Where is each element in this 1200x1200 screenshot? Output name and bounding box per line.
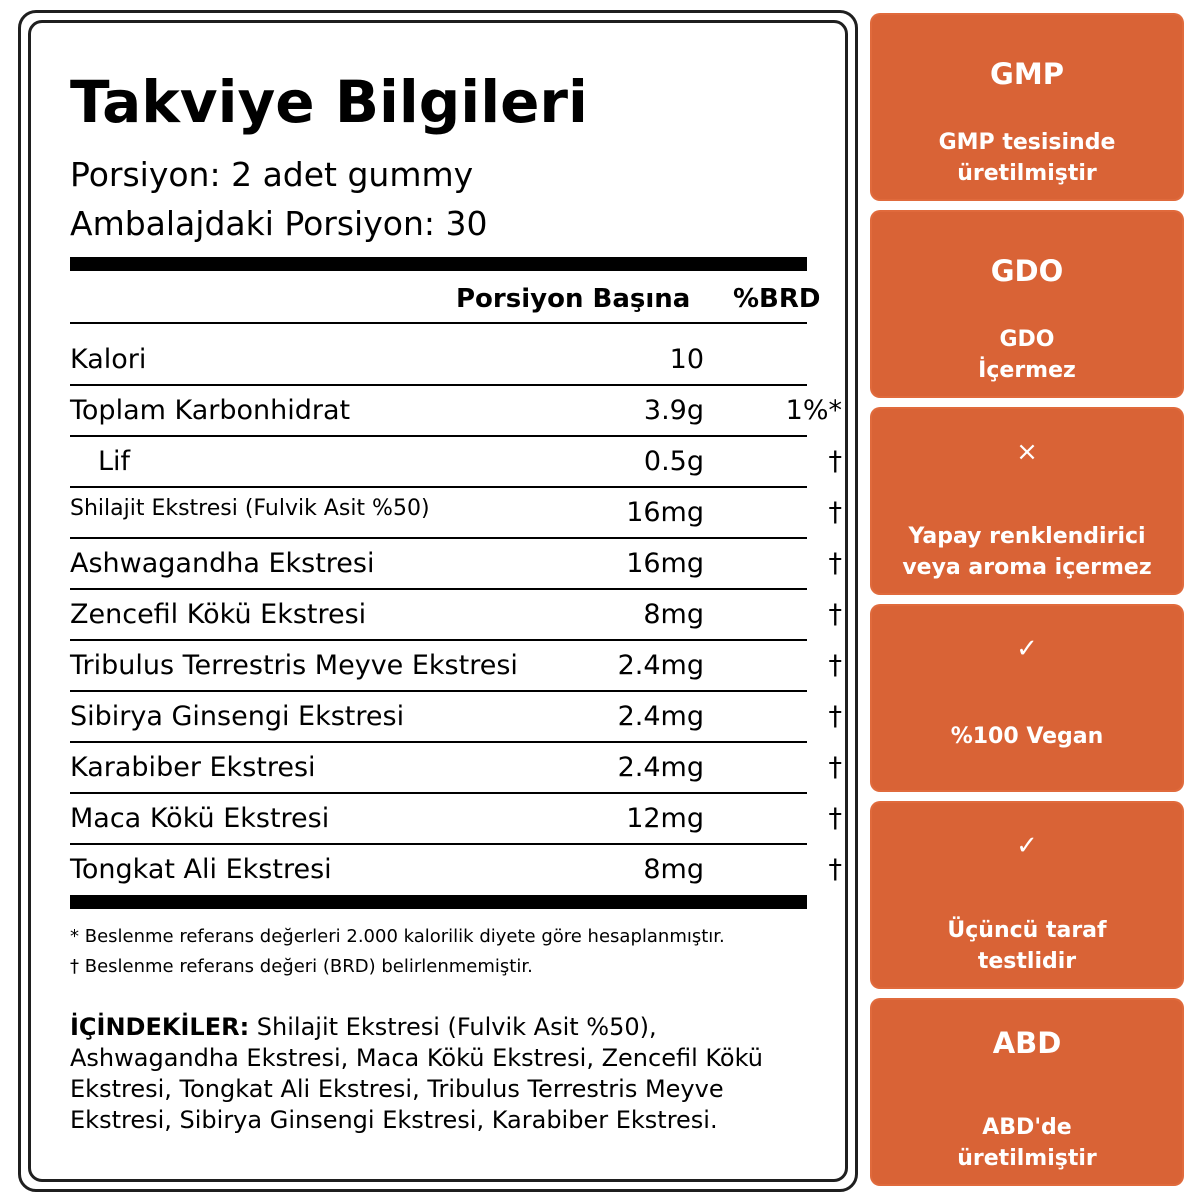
nutrient-name: Tongkat Ali Ekstresi — [70, 854, 332, 885]
table-row — [70, 793, 850, 844]
badge-text-line: %100 Vegan — [950, 724, 1104, 749]
nutrient-amount: 12mg — [626, 803, 704, 834]
nutrient-dv: † — [828, 650, 842, 681]
checkmark-icon: ✓ — [1016, 831, 1038, 861]
nutrient-amount: 0.5g — [643, 446, 704, 477]
thick-divider-bottom — [70, 895, 807, 909]
table-row — [70, 538, 850, 589]
nutrient-amount: 16mg — [626, 548, 704, 579]
badge-third-party-tested — [872, 803, 1182, 987]
nutrient-amount: 3.9g — [643, 395, 704, 426]
nutrient-dv: † — [828, 446, 842, 477]
table-row — [70, 487, 850, 538]
ingredients-block — [70, 1012, 810, 1136]
badge-gmp — [872, 15, 1182, 199]
checkmark-icon: ✓ — [1016, 634, 1038, 664]
badge-text — [882, 1112, 1172, 1174]
nutrient-dv: † — [828, 854, 842, 885]
servings-per-container: Ambalajdaki Porsiyon: 30 — [70, 204, 488, 243]
table-row — [70, 691, 850, 742]
table-row — [70, 334, 850, 385]
footnote-dv-basis: * Beslenme referans değerleri 2.000 kalorilik diyete göre hesaplanmıştır. — [70, 926, 725, 947]
badge-text-line: İçermez — [978, 358, 1076, 383]
badge-text-line: testlidir — [977, 949, 1077, 974]
column-header-amount: Porsiyon Başına — [456, 284, 691, 314]
badge-no-artificial — [872, 409, 1182, 593]
table-row — [70, 844, 850, 895]
badge-title: ABD — [992, 1026, 1062, 1060]
badge-text-line: ABD'de — [982, 1115, 1072, 1140]
badge-text-line: GDO — [999, 327, 1055, 352]
nutrient-name: Tribulus Terrestris Meyve Ekstresi — [70, 650, 518, 681]
facts-title: Takviye Bilgileri — [70, 68, 588, 136]
nutrient-name: Zencefil Kökü Ekstresi — [70, 599, 367, 630]
badge-text-line: üretilmiştir — [957, 1146, 1097, 1171]
nutrient-dv: † — [828, 599, 842, 630]
table-row — [70, 385, 850, 436]
nutrient-dv: † — [828, 803, 842, 834]
table-row — [70, 436, 850, 487]
nutrient-dv: † — [828, 497, 842, 528]
nutrient-name: Karabiber Ekstresi — [70, 752, 316, 783]
nutrient-name: Lif — [98, 446, 131, 477]
nutrient-name: Kalori — [70, 344, 147, 375]
nutrient-name: Sibirya Ginsengi Ekstresi — [70, 701, 405, 732]
nutrient-amount: 8mg — [643, 854, 704, 885]
column-header-dv: %BRD — [733, 284, 821, 314]
nutrient-name: Toplam Karbonhidrat — [70, 395, 351, 426]
badge-title: GDO — [990, 254, 1064, 288]
nutrient-amount: 2.4mg — [617, 752, 704, 783]
nutrient-amount: 2.4mg — [617, 650, 704, 681]
badge-text — [882, 521, 1172, 583]
footnote-no-dv: † Beslenme referans değeri (BRD) belirlenmemiştir. — [70, 956, 533, 977]
nutrient-name: Maca Kökü Ekstresi — [70, 803, 330, 834]
table-row — [70, 742, 850, 793]
table-row — [70, 640, 850, 691]
badge-text — [882, 127, 1172, 189]
nutrient-dv: † — [828, 752, 842, 783]
nutrient-amount: 2.4mg — [617, 701, 704, 732]
badge-text-line: Üçüncü taraf — [947, 918, 1107, 943]
nutrient-amount: 16mg — [626, 497, 704, 528]
badge-text-line: veya aroma içermez — [902, 555, 1152, 580]
cross-icon: × — [1016, 437, 1038, 467]
badge-text — [882, 915, 1172, 977]
badge-vegan — [872, 606, 1182, 790]
badge-text-line: Yapay renklendirici — [908, 524, 1146, 549]
badge-text-line: GMP tesisinde — [938, 130, 1116, 155]
badge-text-line: üretilmiştir — [957, 161, 1097, 186]
nutrient-dv: † — [828, 701, 842, 732]
nutrient-amount: 8mg — [643, 599, 704, 630]
nutrient-name: Ashwagandha Ekstresi — [70, 548, 375, 579]
table-row — [70, 589, 850, 640]
badge-title: GMP — [990, 57, 1064, 91]
thick-divider-top — [70, 257, 807, 271]
divider — [70, 322, 807, 324]
nutrient-dv: † — [828, 548, 842, 579]
badge-made-in-usa — [872, 1000, 1182, 1184]
badge-gdo — [872, 212, 1182, 396]
badge-text — [882, 721, 1172, 752]
serving-size: Porsiyon: 2 adet gummy — [70, 155, 474, 194]
ingredients-list: Shilajit Ekstresi (Fulvik Asit %50), Ashwagandha Ekstresi, Maca Kökü Ekstresi, Zencefil Kökü Ekstresi, Tongkat Ali Ekstresi, Tribulus Terrestris Meyve Ekstresi, Sibirya Ginsengi Ekstresi, Karabiber Ekstresi. — [70, 1013, 763, 1134]
nutrient-amount: 10 — [669, 344, 704, 375]
nutrient-name: Shilajit Ekstresi (Fulvik Asit %50) — [70, 496, 430, 521]
ingredients-label: İÇİNDEKİLER: — [70, 1013, 250, 1041]
nutrient-dv: 1%* — [785, 395, 842, 426]
badge-text — [882, 324, 1172, 386]
